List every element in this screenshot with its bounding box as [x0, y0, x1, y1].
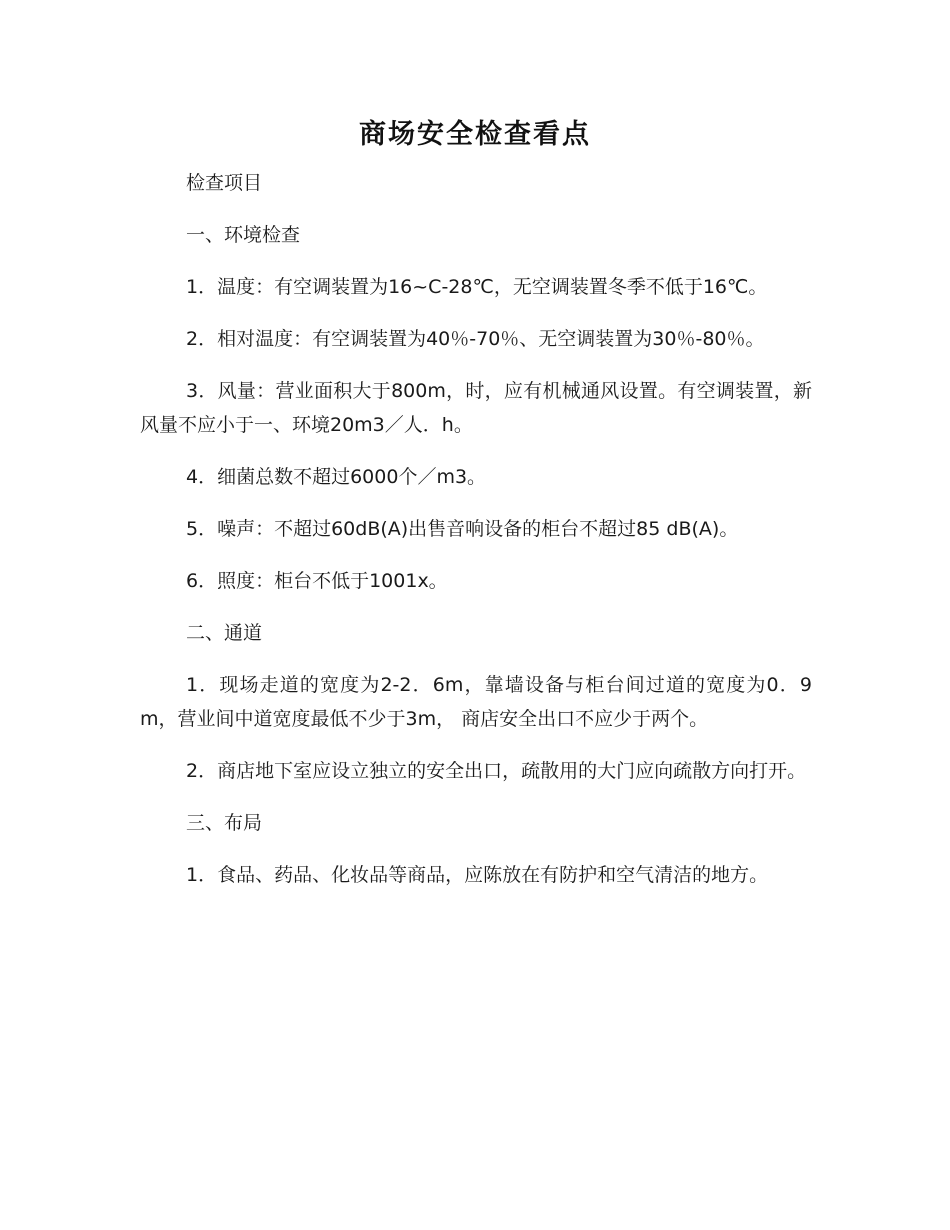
section-label-check-items: 检查项目 — [186, 172, 263, 194]
paragraph-bacteria: 4．细菌总数不超过6000个／m3。 — [186, 466, 487, 488]
section-heading-environment: 一、环境检查 — [186, 224, 301, 246]
paragraph-illumination: 6．照度：柜台不低于1001x。 — [186, 570, 448, 592]
paragraph-noise: 5．噪声：不超过60dB(A)出售音响设备的柜台不超过85 dB(A)。 — [186, 518, 739, 540]
section-heading-passages: 二、通道 — [186, 622, 263, 644]
paragraph-temperature: 1．温度：有空调装置为16~C-28℃，无空调装置冬季不低于16℃。 — [186, 276, 768, 298]
paragraph-goods-display: 1．食品、药品、化妆品等商品，应陈放在有防护和空气清洁的地方。 — [186, 864, 769, 886]
paragraph-airflow: 3．风量：营业面积大于800m，时，应有机械通风设置。有空调装置，新风量不应小于一、环境20m3／人．h。 — [140, 380, 812, 436]
paragraph-aisle-width: 1．现场走道的宽度为2-2．6m，靠墙设备与柜台间过道的宽度为0．9m，营业间中道宽度最低不少于3m， 商店安全出口不应少于两个。 — [140, 674, 812, 730]
paragraph-humidity: 2．相对温度：有空调装置为40％-70％、无空调装置为30％-80％。 — [186, 328, 765, 350]
page-title: 商场安全检查看点 — [359, 119, 591, 150]
paragraph-basement-exit: 2．商店地下室应设立独立的安全出口，疏散用的大门应向疏散方向打开。 — [186, 760, 807, 782]
document-body — [140, 166, 812, 910]
section-heading-layout: 三、布局 — [186, 812, 263, 834]
